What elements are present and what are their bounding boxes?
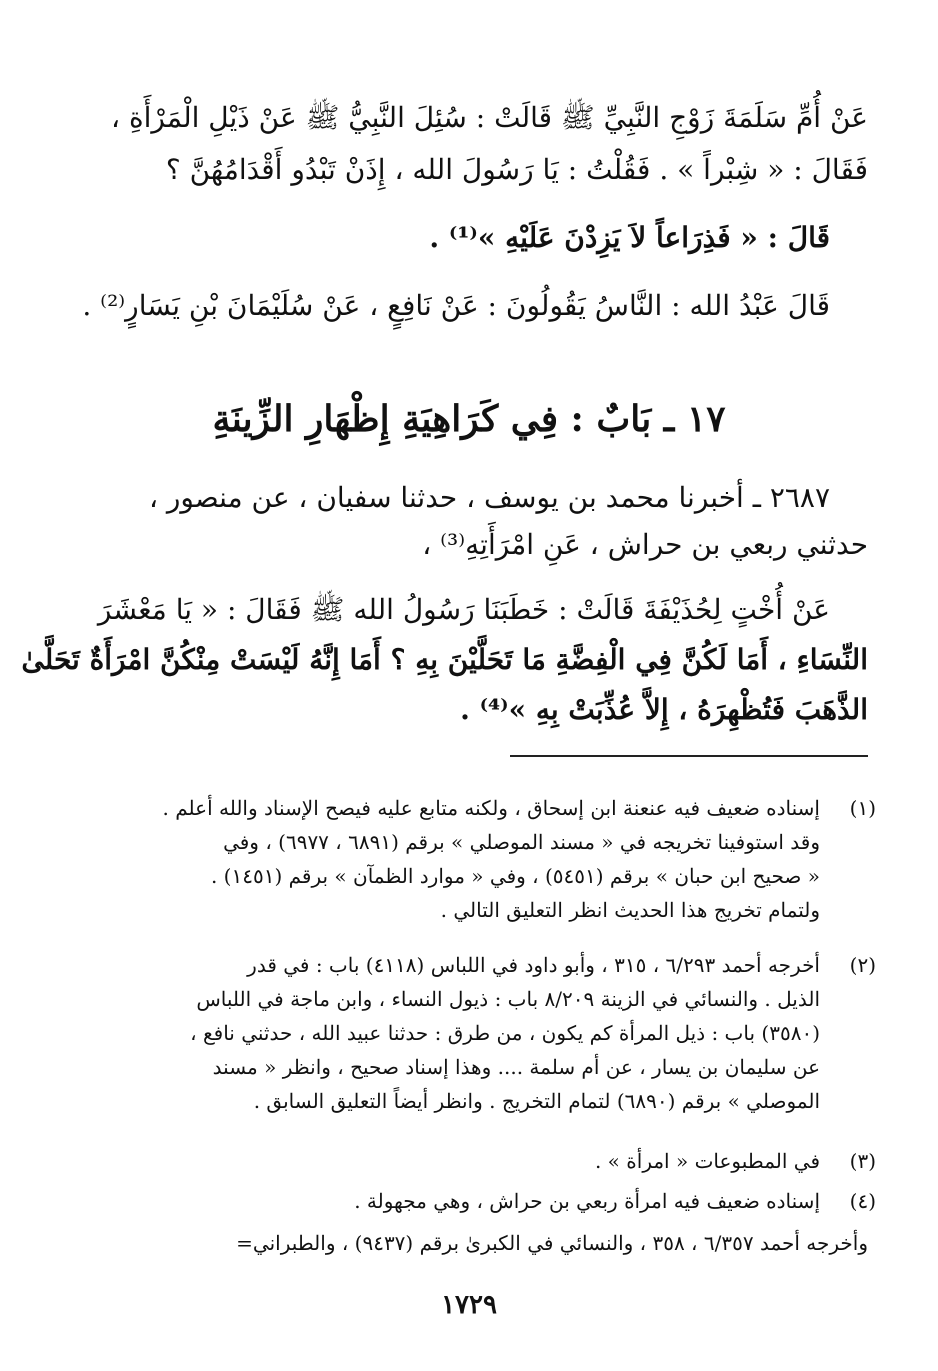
footnote-line: في المطبوعات « امرأة » . — [594, 1149, 820, 1173]
isnad-line: حدثني ربعي بن حراش ، عَنِ امْرَأَتِهِ⁽³⁾ ، — [422, 528, 868, 561]
footnote-line: عن سليمان بن يسار ، عن أم سلمة .... وهذا إسناد صحيح ، وانظر « مسند — [212, 1055, 820, 1079]
footnote-line: (٣٥٨٠) باب : ذيل المرأة كم يكون ، من طرق : حدثنا عبيد الله ، حدثني نافع ، — [190, 1021, 820, 1045]
footnote-line: أخرجه أحمد ٦/٢٩٣ ، ٣١٥ ، وأبو داود في اللباس (٤١١٨) باب : في قدر — [247, 953, 820, 977]
footnote-line: إسناده ضعيف فيه عنعنة ابن إسحاق ، ولكنه متابع عليه فيصح الإسناد والله أعلم . — [162, 796, 820, 820]
hadith-text-line: عَنْ أُخْتٍ لِحُذَيْفَةَ قَالَتْ : خَطَبَنَا رَسُولُ الله ﷺ فَقَالَ : « يَا مَعْشَرَ — [97, 593, 830, 626]
hadith-text-line: الذَّهَبَ فَتُظْهِرَهُ ، إِلاَّ عُذِّبَتْ بِهِ »⁽⁴⁾ . — [460, 693, 868, 726]
footnote-line: وقد استوفينا تخريجه في « مسند الموصلي » برقم (٦٨٩١ ، ٦٩٧٧) ، وفي — [223, 830, 820, 854]
footnote-number: (٢) — [849, 953, 876, 977]
footnote-line: الموصلي » برقم (٦٨٩٠) لتمام التخريج . وانظر أيضاً التعليق السابق . — [253, 1089, 820, 1113]
footnote-separator — [510, 755, 868, 757]
page-number: ١٧٢٩ — [441, 1290, 497, 1320]
footnote-line: ولتمام تخريج هذا الحديث انظر التعليق التالي . — [440, 898, 820, 922]
footnote-line: « صحيح ابن حبان » برقم (٥٤٥١) ، وفي « موارد الظمآن » برقم (١٤٥١) . — [210, 864, 820, 888]
hadith-text-line: عَنْ أُمِّ سَلَمَةَ زَوْجِ النَّبِيِّ ﷺ قَالَتْ : سُئِلَ النَّبِيُّ ﷺ عَنْ ذَيْلِ الْمَرْأَةِ ، — [111, 101, 868, 134]
isnad-line: ٢٦٨٧ ـ أخبرنا محمد بن يوسف ، حدثنا سفيان ، عن منصور ، — [148, 481, 830, 514]
hadith-text-line: قَالَ عَبْدُ الله : النَّاسُ يَقُولُونَ : عَنْ نَافِعٍ ، عَنْ سُلَيْمَانَ بْنِ يَسَارٍ⁽²⁾ . — [82, 289, 830, 322]
footnote-continuation-line: وأخرجه أحمد ٦/٣٥٧ ، ٣٥٨ ، والنسائي في الكبرىٰ برقم (٩٤٣٧) ، والطبراني= — [236, 1231, 868, 1255]
hadith-text-line: قَالَ : « فَذِرَاعاً لاَ يَزِدْنَ عَلَيْهِ »⁽¹⁾ . — [429, 221, 830, 254]
footnote-number: (١) — [849, 796, 876, 820]
chapter-heading: ١٧ ـ بَابٌ : فِي كَرَاهِيَةِ إِظْهَارِ الزِّينَةِ — [212, 398, 726, 440]
hadith-text-line: النِّسَاءِ ، أَمَا لَكُنَّ فِي الْفِضَّةِ مَا تَحَلَّيْنَ بِهِ ؟ أَمَا إِنَّهُ لَيْسَتْ مِنْكُنَّ امْرَأَةٌ تَحَلَّىٰ — [21, 643, 868, 676]
footnote-line: إسناده ضعيف فيه امرأة ربعي بن حراش ، وهي مجهولة . — [354, 1189, 820, 1213]
hadith-text-line: فَقَالَ : « شِبْراً » . فَقُلْتُ : يَا رَسُولَ الله ، إِذَنْ تَبْدُو أَقْدَامُهُنَّ ؟ — [165, 153, 868, 186]
footnote-line: الذيل . والنسائي في الزينة ٨/٢٠٩ باب : ذيول النساء ، وابن ماجة في اللباس — [196, 987, 820, 1011]
footnote-number: (٤) — [849, 1189, 876, 1213]
footnote-number: (٣) — [849, 1149, 876, 1173]
